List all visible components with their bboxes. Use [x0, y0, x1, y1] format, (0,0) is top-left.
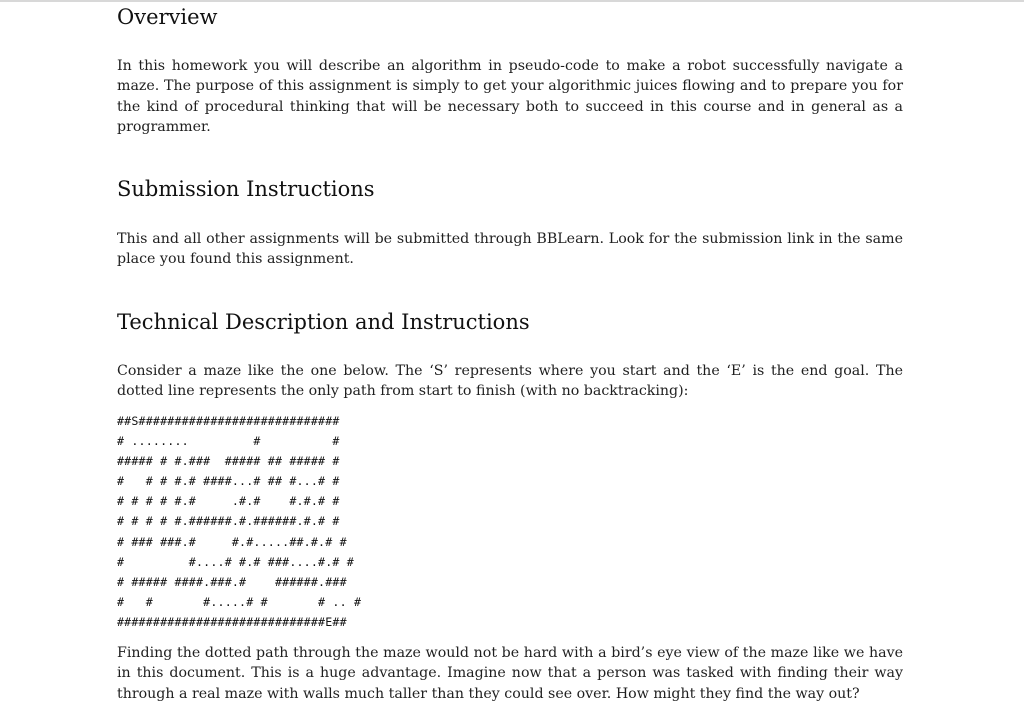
- top-border: [0, 0, 1024, 2]
- overview-heading: Overview: [117, 5, 218, 29]
- closing-paragraph: Finding the dotted path through the maze would not be hard with a bird’s eye view of the maze like we have in this document. This is a huge advantage. Imagine now that a person was tasked with finding their way through a real maze with walls much taller than they could see over. How might they find the way out?: [117, 645, 903, 702]
- technical-heading: Technical Description and Instructions: [117, 310, 530, 334]
- technical-intro-paragraph: Consider a maze like the one below. The ‘S’ represents where you start and the ‘E’ is the end goal. The dotted line represents the only path from start to finish (with no backtracking):: [117, 363, 903, 400]
- maze-block: ##S############################ # ........ # # ##### # #.### ##### ## ##### # # # # #.# ####...# ## #...# # # # # # #.# .#.# #.#.# # # # # # #.######.#.######.#.# # # ### ###.# #.#.....##.#.# # # #....# #.# ###....#.# # # ##### ####.###.# ######.### # # #.....# # # .. # #############################E##: [117, 414, 362, 629]
- overview-paragraph: In this homework you will describe an algorithm in pseudo-code to make a robot successfully navigate a maze. The purpose of this assignment is simply to get your algorithmic juices flowing and to prepare you for the kind of procedural thinking that will be necessary both to succeed in this course and in general as a programmer.: [117, 58, 903, 136]
- submission-heading: Submission Instructions: [117, 177, 375, 201]
- submission-paragraph: This and all other assignments will be submitted through BBLearn. Look for the submission link in the same place you found this assignment.: [117, 231, 903, 268]
